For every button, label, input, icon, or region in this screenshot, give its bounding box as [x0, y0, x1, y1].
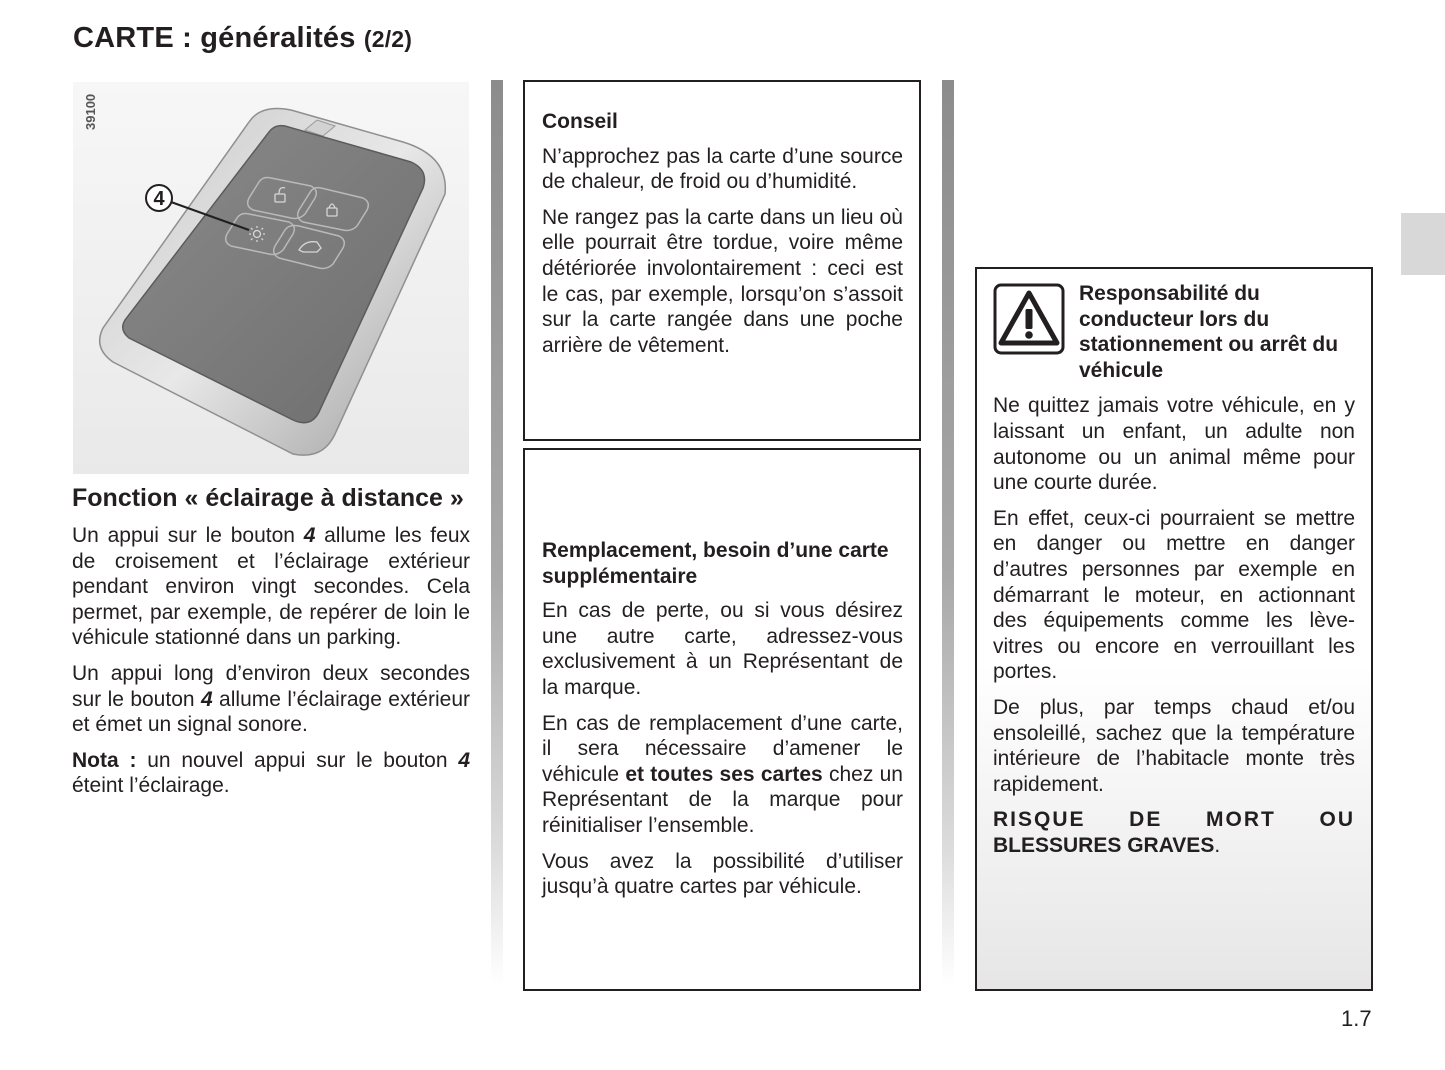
button-ref: 4 [458, 748, 470, 772]
replacement-box [523, 448, 921, 991]
risk-statement [993, 807, 1355, 858]
risk-word: DE [1129, 808, 1163, 832]
replacement-paragraph-3: Vous avez la possibilité d’utiliser jusqu’à quatre cartes par véhicule. [542, 849, 903, 899]
button-ref: 4 [303, 524, 316, 547]
conseil-box [523, 80, 921, 441]
risk-period: . [1214, 833, 1221, 857]
paragraph-nota [72, 748, 470, 799]
risk-line-1 [993, 807, 1355, 833]
card-key-illustration [73, 82, 469, 474]
conseil-paragraph-1: N’approchez pas la carte d’une source de chaleur, de froid ou d’humidité. [542, 144, 903, 194]
column-divider-left [491, 80, 503, 985]
callout-label: 4 [153, 188, 165, 210]
column-divider-right [942, 80, 954, 985]
section-heading-remote-lighting: Fonction « éclairage à distance » [72, 484, 464, 512]
warning-heading: Responsabilité du conducteur lors du stationnement ou arrêt du véhicule [1079, 282, 1339, 382]
conseil-heading: Conseil [542, 110, 618, 133]
page-number: 1.7 [1341, 1006, 1372, 1031]
warning-header [993, 281, 1355, 383]
page-title [73, 22, 412, 55]
replacement-paragraph-1: En cas de perte, ou si vous désirez une autre carte, adressez-vous exclusivement à un Représentant de la marque. [542, 599, 903, 699]
nota-label: Nota : [72, 748, 137, 772]
text-bold-run: et toutes ses cartes [625, 762, 823, 786]
text-run: un nouvel appui sur le bouton [136, 748, 459, 772]
text-run: chez un Représentant de la marque pour réinitialiser l’ensemble. [542, 762, 903, 837]
risk-word: OU [1319, 808, 1355, 832]
warning-paragraph-2: En effet, ceux-ci pourraient se mettre en danger ou mettre en danger d’autres personnes par exemple en démarrant le moteur, en actionnant des équipements comme les lève-vitres ou encore en verrouillant les portes. [993, 506, 1355, 684]
warning-triangle-icon [993, 283, 1065, 355]
replacement-heading: Remplacement, besoin d’une carte supplémentaire [542, 539, 889, 588]
button-ref: 4 [200, 687, 213, 711]
section-tab-marker [1401, 213, 1445, 275]
risk-line-2 [993, 833, 1355, 859]
warning-box [975, 267, 1373, 991]
text-run: Un appui long d’environ deux secondes sur le bouton [72, 661, 470, 711]
page-title-suffix: (2/2) [363, 26, 413, 52]
risk-word: RISQUE [993, 808, 1086, 832]
warning-paragraph-3: De plus, par temps chaud et/ou ensoleillé, sachez que la température intérieure de l’habitacle monte très rapidement. [993, 695, 1355, 796]
figure-ref-code: 39100 [83, 93, 98, 130]
risk-words: BLESSURES GRAVES [993, 833, 1215, 857]
text-run: En cas de remplacement d’une carte, il sera nécessaire d’amener le véhicule [542, 711, 903, 786]
replacement-paragraph-2 [542, 711, 903, 839]
paragraph-short-press [72, 523, 470, 651]
text-run: allume l’éclairage extérieur et émet un signal sonore. [72, 687, 470, 737]
risk-word: MORT [1206, 808, 1276, 832]
card-key-drawing [73, 82, 469, 474]
warning-paragraph-1: Ne quittez jamais votre véhicule, en y laissant un enfant, un adulte non autonome ou un animal même pour une courte durée. [993, 394, 1355, 495]
text-run: éteint l’éclairage. [72, 774, 230, 798]
conseil-paragraph-2: Ne rangez pas la carte dans un lieu où elle pourrait être tordue, voire même détériorée involontairement : ceci est le cas, par exemple, lorsqu’on s’assoit sur la carte rangée dans une poche arrière de vêtement. [542, 205, 903, 357]
left-column [72, 483, 470, 809]
text-run: Un appui sur le bouton [72, 524, 304, 547]
paragraph-long-press [72, 661, 470, 738]
text-run: allume les feux de croisement et l’éclairage extérieur pendant environ vingt secondes. Cela permet, par exemple, de repérer de loin le véhicule stationné dans un parking. [72, 524, 470, 650]
page-title-main: CARTE : généralités [73, 22, 356, 54]
